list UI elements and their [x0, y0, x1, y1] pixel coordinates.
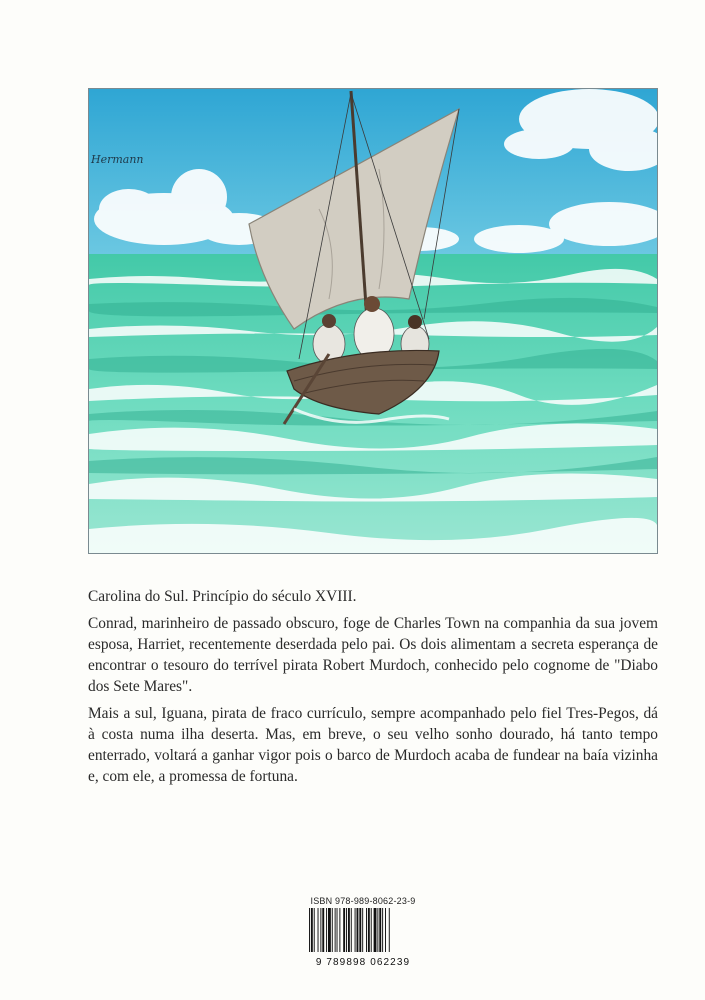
back-cover-text — [88, 586, 658, 793]
barcode-bar — [379, 908, 381, 952]
barcode-bar — [326, 908, 327, 952]
barcode-bar — [337, 908, 338, 952]
barcode-bar — [332, 908, 333, 952]
barcode-bar — [343, 908, 345, 952]
barcode-bar — [309, 908, 310, 952]
barcode-bar — [355, 908, 356, 952]
barcode-bar — [389, 908, 390, 952]
isbn-barcode — [307, 896, 419, 968]
barcode-bar — [339, 908, 340, 952]
barcode-bar — [357, 908, 359, 952]
barcode-bar — [320, 908, 321, 952]
barcode-bar — [335, 908, 336, 952]
barcode-bar — [368, 908, 370, 952]
synopsis-paragraph-2: Mais a sul, Iguana, pirata de fraco currículo, sempre acompanhado pelo fiel Tres-Pegos, dá à costa numa ilha deserta. Mas, em breve, o seu velho sonho dourado, há tanto tempo enterrado, voltará a ganhar vigor pois o barco de Murdoch acaba de fundear na baía vizinha e, com ele, a promessa de fortuna. — [88, 705, 658, 785]
sailboat-illustration — [89, 89, 657, 553]
barcode-digits: 9 789898 062239 — [315, 957, 411, 968]
barcode-bar — [311, 908, 313, 952]
synopsis-paragraph-1: Conrad, marinheiro de passado obscuro, foge de Charles Town na companhia da sua jovem esposa, Harriet, recentemente deserdada pelo pai. Os dois alimentam a secreta esperança de encontrar o tesouro do terrível pirata Robert Murdoch, conhecido pelo cognome de "Diabo dos Sete Mares". — [88, 615, 658, 695]
setting-line: Carolina do Sul. Princípio do século XVIII. — [88, 588, 357, 605]
barcode-bar — [377, 908, 378, 952]
barcode-bar — [318, 908, 319, 952]
cover-illustration — [88, 88, 658, 554]
barcode-bar — [362, 908, 363, 952]
barcode-bar — [322, 908, 324, 952]
barcode-bar — [348, 908, 350, 952]
barcode-bar — [382, 908, 383, 952]
barcode-bar — [359, 908, 361, 952]
barcode-bar — [328, 908, 331, 952]
artist-signature: Hermann — [91, 153, 144, 166]
barcode-bar — [366, 908, 367, 952]
barcode-bar — [314, 908, 315, 952]
barcode-bars — [307, 908, 419, 952]
barcode-bar — [371, 908, 372, 952]
barcode-bar — [385, 908, 386, 952]
barcode-bar — [374, 908, 377, 952]
barcode-bar — [351, 908, 352, 952]
isbn-label: ISBN 978-989-8062-23-9 — [310, 896, 416, 906]
barcode-bar — [346, 908, 347, 952]
